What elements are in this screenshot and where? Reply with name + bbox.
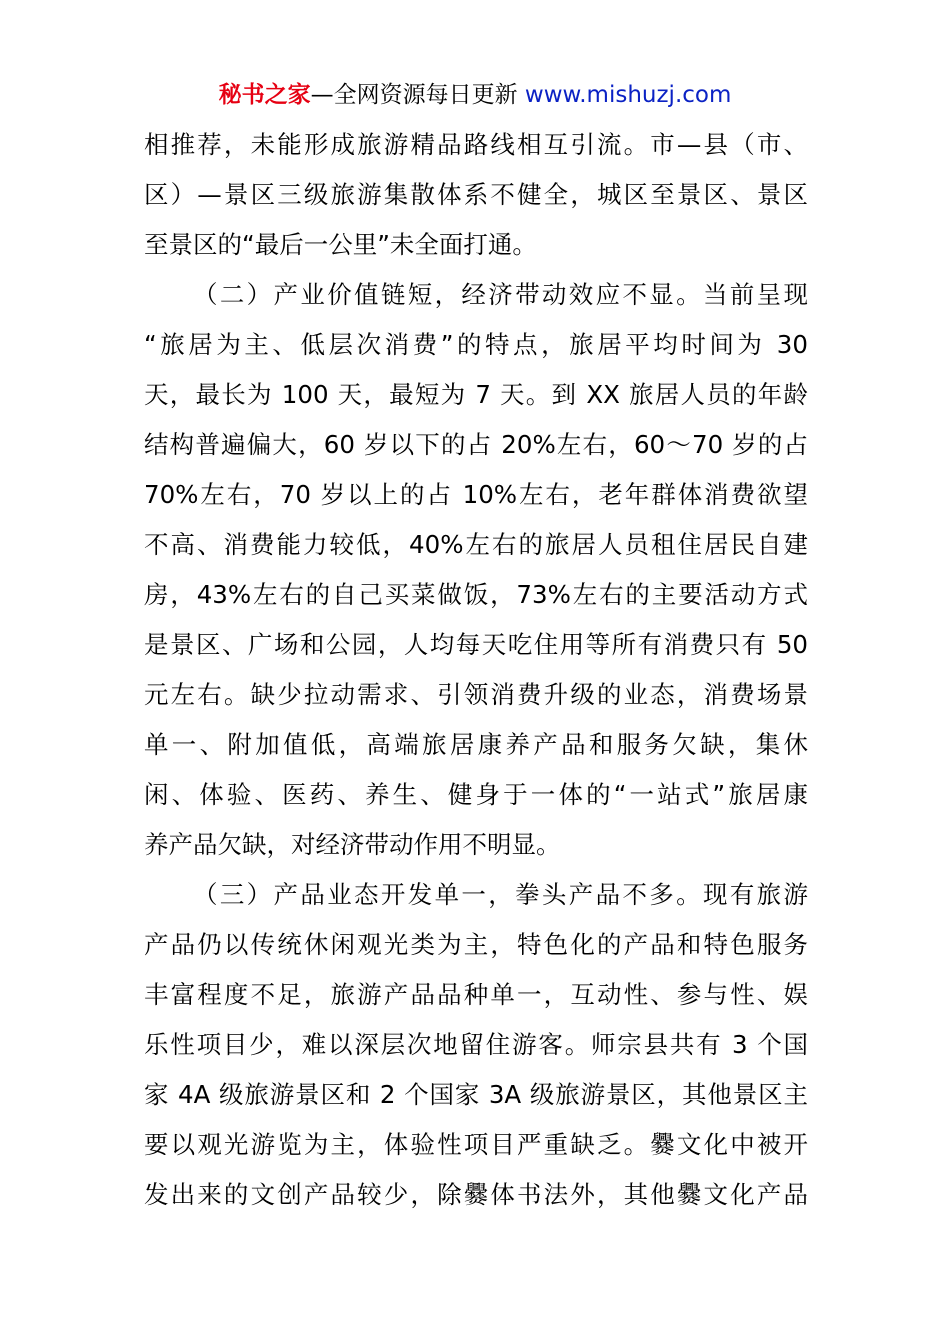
- text-line: 家 4A 级旅游景区和 2 个国家 3A 级旅游景区，其他景区主: [144, 1080, 808, 1109]
- paragraph-end-line: 养产品欠缺，对经济带动作用不明显。: [144, 830, 561, 859]
- text-line: 天，最长为 100 天，最短为 7 天。到 XX 旅居人员的年龄: [144, 380, 808, 409]
- text-line: 是景区、广场和公园，人均每天吃住用等所有消费只有 50: [144, 630, 808, 659]
- text-line: 区）—景区三级旅游集散体系不健全，城区至景区、景区: [144, 180, 808, 209]
- text-line: 乐性项目少，难以深层次地留住游客。师宗县共有 3 个国: [144, 1030, 808, 1059]
- text-line: 单一、附加值低，高端旅居康养产品和服务欠缺，集休: [144, 730, 808, 759]
- text-line: “旅居为主、低层次消费”的特点，旅居平均时间为 30: [144, 330, 808, 359]
- site-header: [0, 78, 950, 112]
- text-line: 丰富程度不足，旅游产品品种单一，互动性、参与性、娱: [144, 980, 808, 1009]
- paragraph-end-line: 至景区的“最后一公里”未全面打通。: [144, 230, 537, 259]
- section-heading-line: （三）产品业态开发单一，拳头产品不多。现有旅游: [193, 880, 808, 909]
- document-body: [144, 120, 808, 1220]
- text-line: 结构普遍偏大，60 岁以下的占 20%左右，60～70 岁的占: [144, 430, 808, 459]
- section-heading-line: （二）产业价值链短，经济带动效应不显。当前呈现: [193, 280, 808, 309]
- text-line: 不高、消费能力较低，40%左右的旅居人员租住居民自建: [144, 530, 808, 559]
- text-line: 产品仍以传统休闲观光类为主，特色化的产品和特色服务: [144, 930, 808, 959]
- site-url-link[interactable]: www.mishuzj.com: [524, 82, 732, 108]
- brand-name: 秘书之家: [218, 82, 311, 108]
- text-line: 元左右。缺少拉动需求、引领消费升级的业态，消费场景: [144, 680, 808, 709]
- text-line: 房，43%左右的自己买菜做饭，73%左右的主要活动方式: [144, 580, 808, 609]
- text-line: 相推荐，未能形成旅游精品路线相互引流。市—县（市、: [144, 130, 808, 159]
- text-line: 闲、体验、医药、养生、健身于一体的“一站式”旅居康: [144, 780, 808, 809]
- header-tagline: —全网资源每日更新: [310, 82, 525, 108]
- text-line: 70%左右，70 岁以上的占 10%左右，老年群体消费欲望: [144, 480, 808, 509]
- text-line: 发出来的文创产品较少，除爨体书法外，其他爨文化产品: [144, 1180, 808, 1209]
- text-line: 要以观光游览为主，体验性项目严重缺乏。爨文化中被开: [144, 1130, 808, 1159]
